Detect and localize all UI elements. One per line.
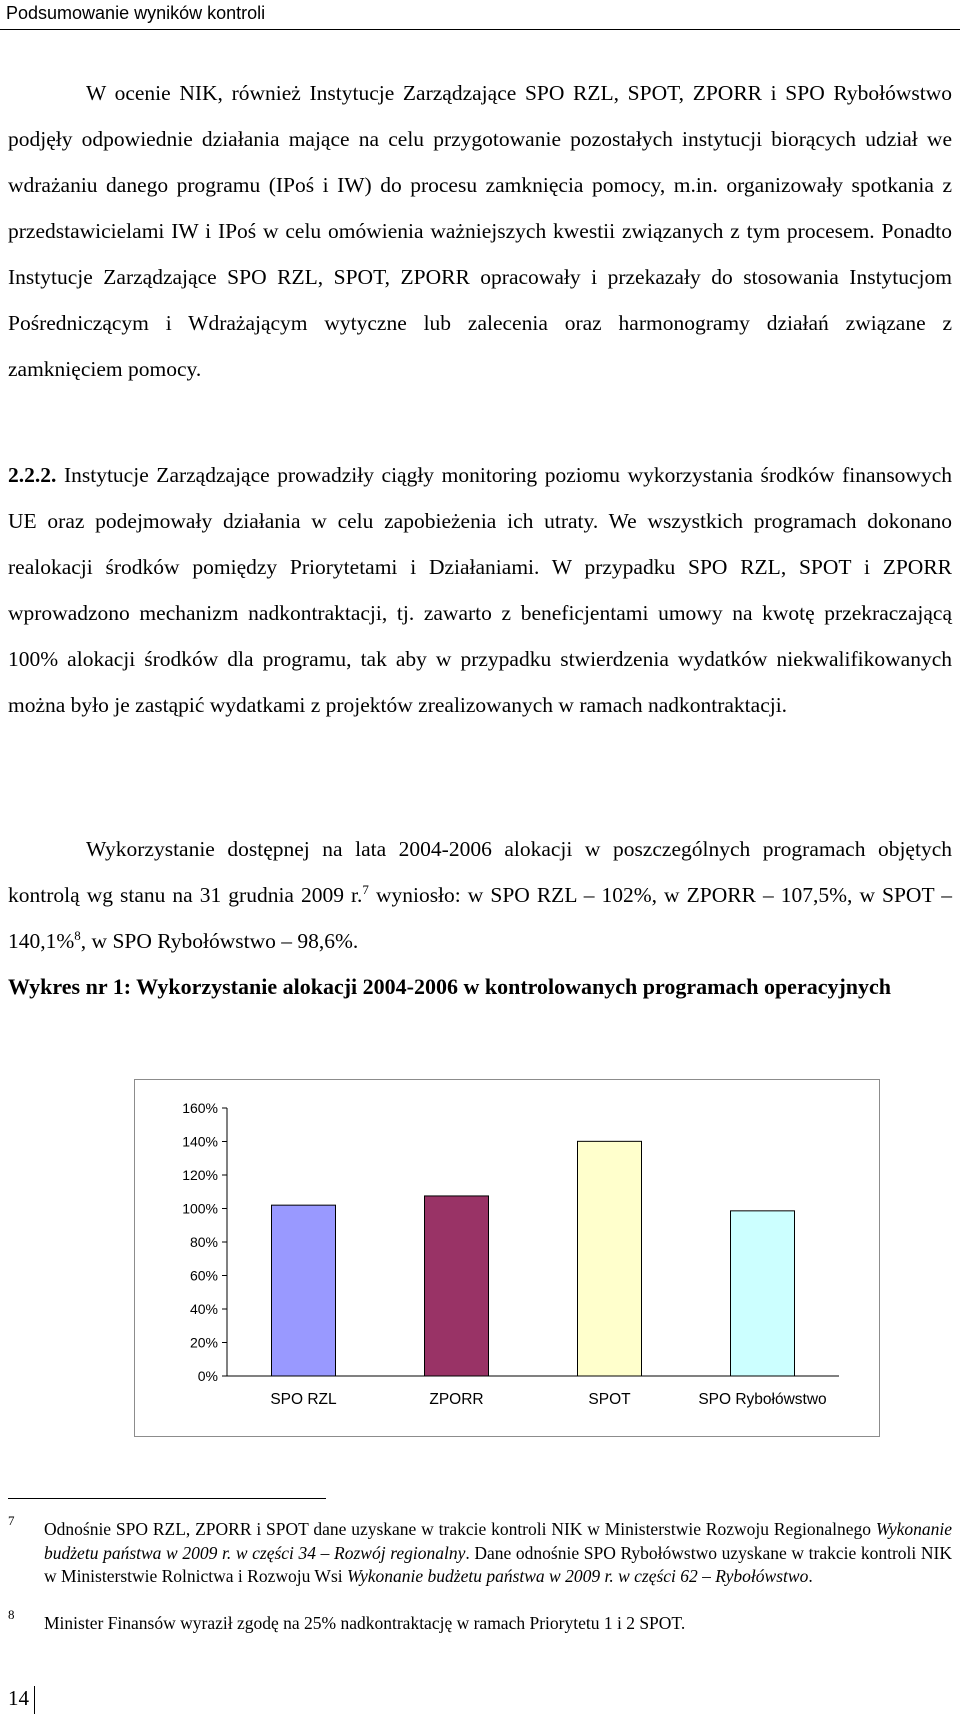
x-category-label: SPOT [588,1391,631,1408]
footnote-text: Minister Finansów wyraził zgodę na 25% nadkontraktację w ramach Priorytetu 1 i 2 SPOT. [44,1613,686,1633]
footnote-8 [8,1607,952,1636]
footnote-7 [8,1513,952,1589]
y-tick-label: 80% [189,1234,218,1250]
footnote-mark: 8 [8,1607,15,1622]
section-number: 2.2.2. [8,463,57,487]
y-tick-label: 120% [182,1167,218,1183]
paragraph-wykorzystanie [8,826,952,964]
chart-caption: Wykres nr 1: Wykorzystanie alokacji 2004-2006 w kontrolowanych programach operacyjnych [8,974,892,999]
y-tick-label: 40% [189,1301,218,1317]
footnote-text: Odnośnie SPO RZL, ZPORR i SPOT dane uzyskane w trakcie kontroli NIK w Ministerstwie Rozwoju Regionalnego [44,1519,876,1539]
footnote-text: . Dane odnośnie SPO Rybołówstwo uzyskane w trakcie kontroli NIK w Ministerstwie Rolnictwa i Rozwoju Wsi [44,1542,952,1586]
footnote-text: . [808,1566,813,1586]
y-tick-label: 60% [189,1267,218,1284]
bar-spot [578,1141,642,1376]
bar-zporr [425,1196,489,1376]
paragraph-text: , w SPO Rybołówstwo – 98,6%. [80,929,359,953]
paragraph-monitoring [8,452,952,728]
footnote-ref[interactable]: 7 [362,881,369,897]
bar-chart [134,1079,880,1437]
y-tick-label: 160% [182,1100,218,1116]
footnote-ref[interactable]: 8 [74,927,81,943]
x-category-label: SPO Rybołówstwo [698,1391,827,1408]
footnote-source-title: Wykonanie budżetu państwa w 2009 r. w części 34 – Rozwój regionalny [44,1519,952,1563]
bar-spo-rzl [272,1205,336,1376]
y-tick-label: 140% [182,1133,218,1150]
paragraph-text: W ocenie NIK, również Instytucje Zarządzające SPO RZL, SPOT, ZPORR i SPO Rybołówstwo podjęły odpowiednie działania mające na celu przygotowanie pozostałych instytucji biorących udział we wdrażaniu danego programu (IPoś i IW) do procesu zamknięcia pomocy, m.in. organizowały spotkania z przedstawicielami IW i IPoś w celu omówienia ważniejszych kwestii związanych z tym procesem. Ponadto Instytucje Zarządzające SPO RZL, SPOT, ZPORR opracowały i przekazały do stosowania Instytucjom Pośredniczącym i Wdrażającym wytyczne lub zalecenia oraz harmonogramy działań związane z zamknięciem pomocy. [8,81,952,381]
paragraph-ocena [8,70,952,392]
chart-svg [135,1080,879,1436]
bar-spo-rybołówstwo [731,1211,795,1376]
paragraph-text: Wykorzystanie dostępnej na lata 2004-2006 alokacji w poszczególnych programach objętych kontrolą wg stanu na 31 grudnia 2009 r. [8,837,952,907]
x-category-label: ZPORR [429,1391,484,1408]
paragraph-text: Instytucje Zarządzające prowadziły ciągły monitoring poziomu wykorzystania środków finansowych UE oraz podejmowały działania w celu zapobieżenia ich utraty. We wszystkich programach dokonano realokacji środków pomiędzy Priorytetami i Działaniami. W przypadku SPO RZL, SPOT i ZPORR wprowadzono mechanizm nadkontraktacji, tj. zawarto z beneficjentami umowy na kwotę przekraczającą 100% alokacji środków dla programu, tak aby w przypadku stwierdzenia wydatków niekwalifikowanych można było je zastąpić wydatkami z projektów zrealizowanych w ramach nadkontraktacji. [8,463,952,717]
page-number: 14 [8,1686,29,1710]
header-title: Podsumowanie wyników kontroli [6,3,266,23]
y-tick-label: 20% [189,1334,218,1351]
footnote-source-title: Wykonanie budżetu państwa w 2009 r. w części 62 – Rybołówstwo [347,1566,809,1586]
paragraph-text: wyniosło: w SPO RZL – 102%, w ZPORR – 107,5%, w SPOT – 140,1% [8,883,952,953]
x-category-label: SPO RZL [270,1391,337,1408]
y-tick-label: 0% [197,1368,218,1384]
footnote-mark: 7 [8,1513,15,1528]
footnote-divider [8,1498,326,1499]
running-header [0,0,960,30]
y-tick-label: 100% [182,1200,218,1217]
